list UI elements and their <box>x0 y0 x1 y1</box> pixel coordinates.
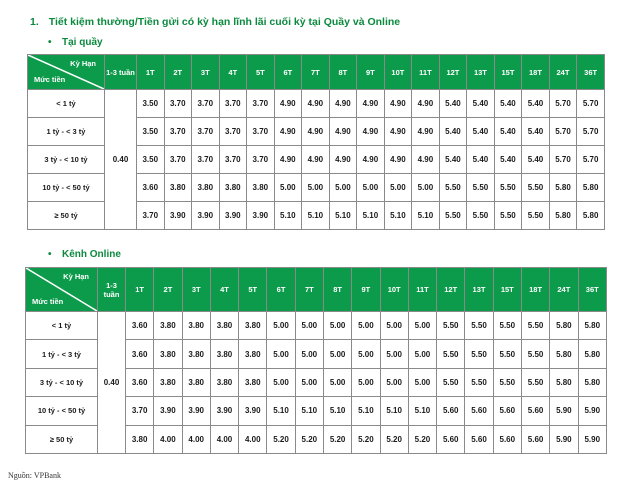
rate-cell: 5.00 <box>380 340 408 368</box>
rate-cell: 5.70 <box>549 118 577 146</box>
rate-cell: 3.70 <box>219 146 247 174</box>
rate-cell: 5.50 <box>465 340 493 368</box>
rate-cell: 3.90 <box>239 397 267 425</box>
rate-cell: 3.50 <box>137 90 165 118</box>
section-heading <box>30 16 400 28</box>
rate-cell: 4.90 <box>412 118 440 146</box>
subheading-counter <box>48 37 103 48</box>
rate-cell: 4.90 <box>357 118 385 146</box>
rate-cell: 5.80 <box>550 312 578 340</box>
rate-cell: 5.10 <box>295 397 323 425</box>
rate-cell: 5.00 <box>408 340 436 368</box>
rate-cell: 5.00 <box>329 174 357 202</box>
rate-cell: 5.90 <box>550 397 578 425</box>
rate-cell: 5.50 <box>521 368 549 396</box>
rate-cell: 4.00 <box>154 425 182 453</box>
rate-cell: 5.50 <box>465 312 493 340</box>
rate-cell: 5.00 <box>380 312 408 340</box>
rate-cell: 4.90 <box>302 118 330 146</box>
corner-header <box>28 55 105 90</box>
rate-cell: 3.60 <box>126 312 154 340</box>
rate-cell: 5.40 <box>439 118 467 146</box>
rate-cell: 5.60 <box>521 425 549 453</box>
rate-cell: 3.80 <box>239 312 267 340</box>
rate-cell: 4.90 <box>384 118 412 146</box>
rate-cell: 5.70 <box>549 146 577 174</box>
short-term-header: 1-3 tuần <box>105 55 137 90</box>
rate-cell: 5.10 <box>352 397 380 425</box>
rate-cell: 5.00 <box>352 340 380 368</box>
rate-cell: 5.80 <box>577 202 605 230</box>
rate-cell: 5.10 <box>357 202 385 230</box>
amount-label: 3 tỷ - < 10 tỷ <box>26 368 98 396</box>
rate-cell: 5.20 <box>352 425 380 453</box>
rate-cell: 3.70 <box>192 90 220 118</box>
rate-cell: 5.40 <box>439 146 467 174</box>
rate-cell: 5.00 <box>302 174 330 202</box>
rate-cell: 5.40 <box>522 146 550 174</box>
term-header: 24T <box>550 268 578 312</box>
rate-cell: 5.00 <box>352 312 380 340</box>
amount-label: < 1 tỷ <box>26 312 98 340</box>
term-header: 2T <box>164 55 192 90</box>
rate-cell: 5.00 <box>267 340 295 368</box>
rate-cell: 5.40 <box>467 90 495 118</box>
rate-cell: 5.40 <box>522 90 550 118</box>
rate-cell: 4.00 <box>182 425 210 453</box>
rate-cell: 3.90 <box>154 397 182 425</box>
rate-cell: 3.60 <box>126 368 154 396</box>
term-header: 13T <box>465 268 493 312</box>
rate-cell: 4.90 <box>274 146 302 174</box>
table-header-row <box>28 55 605 90</box>
rate-cell: 5.00 <box>380 368 408 396</box>
rate-cell: 3.80 <box>182 368 210 396</box>
corner-term-label: Kỳ Hạn <box>70 59 96 68</box>
term-header: 10T <box>384 55 412 90</box>
rate-cell: 5.50 <box>437 368 465 396</box>
rate-cell: 3.80 <box>154 340 182 368</box>
rate-cell: 5.50 <box>521 312 549 340</box>
table-row <box>28 90 605 118</box>
amount-label: ≥ 50 tỷ <box>26 425 98 453</box>
rate-cell: 5.80 <box>578 340 607 368</box>
rate-cell: 4.90 <box>412 146 440 174</box>
rate-cell: 3.80 <box>210 312 238 340</box>
rate-cell: 3.80 <box>239 368 267 396</box>
rate-cell: 5.50 <box>465 368 493 396</box>
term-header: 36T <box>577 55 605 90</box>
rate-cell: 5.20 <box>408 425 436 453</box>
rate-cell: 3.70 <box>247 90 275 118</box>
rate-cell: 4.90 <box>329 146 357 174</box>
rate-cell: 5.00 <box>323 340 351 368</box>
term-header: 12T <box>439 55 467 90</box>
term-header: 9T <box>357 55 385 90</box>
term-header: 15T <box>494 55 522 90</box>
rate-cell: 5.60 <box>521 397 549 425</box>
term-header: 1T <box>137 55 165 90</box>
rate-cell: 5.60 <box>465 425 493 453</box>
counter-rate-table <box>27 54 605 230</box>
term-header: 18T <box>522 55 550 90</box>
rate-cell: 5.00 <box>295 340 323 368</box>
rate-cell: 3.90 <box>219 202 247 230</box>
term-header: 18T <box>521 268 549 312</box>
rate-cell: 5.60 <box>437 397 465 425</box>
rate-cell: 5.40 <box>439 90 467 118</box>
rate-cell: 5.10 <box>323 397 351 425</box>
rate-cell: 5.50 <box>521 340 549 368</box>
rate-cell: 5.40 <box>467 118 495 146</box>
subheading-online <box>48 249 121 260</box>
rate-cell: 5.10 <box>412 202 440 230</box>
term-header: 11T <box>408 268 436 312</box>
online-rate-table <box>25 267 607 454</box>
rate-cell: 4.90 <box>357 146 385 174</box>
rate-cell: 4.90 <box>329 118 357 146</box>
table-header-row <box>26 268 607 312</box>
term-header: 1T <box>126 268 154 312</box>
rate-cell: 3.60 <box>126 340 154 368</box>
rate-cell: 5.00 <box>408 368 436 396</box>
amount-label: ≥ 50 tỷ <box>28 202 105 230</box>
rate-cell: 3.50 <box>137 146 165 174</box>
rate-cell: 3.70 <box>164 90 192 118</box>
rate-cell: 3.80 <box>154 312 182 340</box>
term-header: 4T <box>210 268 238 312</box>
rate-cell: 5.00 <box>352 368 380 396</box>
rate-cell: 5.20 <box>267 425 295 453</box>
rate-cell: 5.00 <box>408 312 436 340</box>
rate-cell: 3.90 <box>192 202 220 230</box>
rate-cell: 5.80 <box>578 312 607 340</box>
rate-cell: 3.80 <box>182 340 210 368</box>
term-header: 36T <box>578 268 607 312</box>
rate-cell: 3.90 <box>247 202 275 230</box>
rate-cell: 3.70 <box>192 118 220 146</box>
amount-label: 10 tỷ - < 50 tỷ <box>26 397 98 425</box>
rate-cell: 5.00 <box>323 368 351 396</box>
term-header: 9T <box>352 268 380 312</box>
rate-cell: 5.50 <box>437 340 465 368</box>
rate-cell: 4.90 <box>274 118 302 146</box>
rate-cell: 3.70 <box>164 118 192 146</box>
rate-cell: 5.80 <box>578 368 607 396</box>
term-header: 10T <box>380 268 408 312</box>
rate-cell: 3.80 <box>247 174 275 202</box>
rate-cell: 3.70 <box>219 118 247 146</box>
rate-cell: 5.80 <box>549 174 577 202</box>
corner-amount-label: Mức tiền <box>34 75 66 84</box>
rate-cell: 5.00 <box>323 312 351 340</box>
term-header: 24T <box>549 55 577 90</box>
rate-cell: 5.90 <box>550 425 578 453</box>
term-header: 13T <box>467 55 495 90</box>
rate-cell: 5.80 <box>550 340 578 368</box>
rate-cell: 5.50 <box>467 202 495 230</box>
amount-label: 3 tỷ - < 10 tỷ <box>28 146 105 174</box>
rate-cell: 5.20 <box>380 425 408 453</box>
rate-cell: 3.80 <box>192 174 220 202</box>
short-term-rate: 0.40 <box>105 90 137 230</box>
rate-cell: 5.00 <box>295 312 323 340</box>
corner-amount-label: Mức tiền <box>32 297 64 306</box>
corner-header <box>26 268 98 312</box>
rate-cell: 4.90 <box>302 90 330 118</box>
term-header: 7T <box>295 268 323 312</box>
rate-cell: 5.00 <box>274 174 302 202</box>
rate-cell: 5.50 <box>494 202 522 230</box>
rate-cell: 5.60 <box>493 397 521 425</box>
term-header: 5T <box>239 268 267 312</box>
rate-cell: 5.40 <box>494 118 522 146</box>
rate-cell: 3.70 <box>137 202 165 230</box>
rate-cell: 4.90 <box>329 90 357 118</box>
term-header: 3T <box>182 268 210 312</box>
rate-cell: 5.20 <box>295 425 323 453</box>
rate-cell: 5.10 <box>274 202 302 230</box>
rate-cell: 3.90 <box>210 397 238 425</box>
rate-cell: 5.80 <box>549 202 577 230</box>
rate-cell: 3.60 <box>137 174 165 202</box>
term-header: 8T <box>323 268 351 312</box>
rate-cell: 4.90 <box>302 146 330 174</box>
rate-cell: 5.50 <box>493 312 521 340</box>
rate-cell: 5.10 <box>329 202 357 230</box>
rate-cell: 4.90 <box>384 146 412 174</box>
table-row <box>26 312 607 340</box>
rate-cell: 4.00 <box>210 425 238 453</box>
rate-cell: 4.90 <box>384 90 412 118</box>
rate-cell: 5.10 <box>384 202 412 230</box>
rate-cell: 3.70 <box>192 146 220 174</box>
rate-cell: 5.50 <box>493 368 521 396</box>
rate-cell: 3.80 <box>219 174 247 202</box>
term-header: 6T <box>267 268 295 312</box>
term-header: 5T <box>247 55 275 90</box>
rate-cell: 5.70 <box>577 90 605 118</box>
bullet-icon: • <box>48 37 52 48</box>
section-number: 1. <box>30 16 39 28</box>
rate-cell: 5.20 <box>323 425 351 453</box>
rate-cell: 3.80 <box>210 340 238 368</box>
rate-cell: 3.50 <box>137 118 165 146</box>
rate-cell: 5.70 <box>549 90 577 118</box>
rate-cell: 4.90 <box>274 90 302 118</box>
rate-cell: 5.50 <box>467 174 495 202</box>
rate-cell: 5.00 <box>384 174 412 202</box>
rate-cell: 5.50 <box>494 174 522 202</box>
short-term-header: 1-3 tuần <box>98 268 126 312</box>
rate-cell: 5.00 <box>295 368 323 396</box>
rate-cell: 5.60 <box>437 425 465 453</box>
rate-cell: 5.50 <box>522 202 550 230</box>
amount-label: < 1 tỷ <box>28 90 105 118</box>
rate-cell: 5.00 <box>357 174 385 202</box>
rate-cell: 5.00 <box>412 174 440 202</box>
source-note: Nguồn: VPBank <box>8 471 61 480</box>
rate-cell: 3.80 <box>182 312 210 340</box>
rate-cell: 5.40 <box>522 118 550 146</box>
rate-cell: 5.10 <box>302 202 330 230</box>
term-header: 11T <box>412 55 440 90</box>
rate-cell: 3.70 <box>219 90 247 118</box>
rate-cell: 5.10 <box>380 397 408 425</box>
rate-cell: 5.90 <box>578 397 607 425</box>
rate-cell: 5.40 <box>494 90 522 118</box>
amount-label: 1 tỷ - < 3 tỷ <box>28 118 105 146</box>
rate-cell: 3.80 <box>126 425 154 453</box>
rate-cell: 5.50 <box>439 174 467 202</box>
bullet-icon: • <box>48 249 52 260</box>
rate-cell: 5.80 <box>550 368 578 396</box>
rate-cell: 5.10 <box>267 397 295 425</box>
rate-cell: 5.50 <box>522 174 550 202</box>
corner-term-label: Kỳ Hạn <box>63 272 89 281</box>
rate-cell: 5.60 <box>465 397 493 425</box>
term-header: 6T <box>274 55 302 90</box>
rate-cell: 5.00 <box>267 368 295 396</box>
rate-cell: 5.80 <box>577 174 605 202</box>
term-header: 15T <box>493 268 521 312</box>
rate-cell: 3.80 <box>210 368 238 396</box>
term-header: 3T <box>192 55 220 90</box>
rate-cell: 4.90 <box>357 90 385 118</box>
rate-cell: 5.00 <box>267 312 295 340</box>
rate-cell: 3.90 <box>164 202 192 230</box>
rate-cell: 4.00 <box>239 425 267 453</box>
rate-cell: 5.50 <box>493 340 521 368</box>
amount-label: 1 tỷ - < 3 tỷ <box>26 340 98 368</box>
term-header: 2T <box>154 268 182 312</box>
rate-cell: 5.50 <box>439 202 467 230</box>
subheading-online-text: Kênh Online <box>62 249 121 260</box>
rate-cell: 3.70 <box>126 397 154 425</box>
rate-cell: 3.70 <box>247 146 275 174</box>
rate-cell: 5.40 <box>467 146 495 174</box>
subheading-counter-text: Tại quầy <box>62 37 103 48</box>
rate-cell: 3.80 <box>164 174 192 202</box>
term-header: 8T <box>329 55 357 90</box>
rate-cell: 5.70 <box>577 118 605 146</box>
rate-cell: 5.10 <box>408 397 436 425</box>
rate-cell: 3.70 <box>164 146 192 174</box>
section-title: Tiết kiệm thường/Tiền gửi có kỳ hạn lĩnh lãi cuối kỳ tại Quầy và Online <box>48 16 401 28</box>
term-header: 7T <box>302 55 330 90</box>
rate-cell: 5.60 <box>493 425 521 453</box>
rate-cell: 3.90 <box>182 397 210 425</box>
short-term-rate: 0.40 <box>98 312 126 454</box>
rate-cell: 5.90 <box>578 425 607 453</box>
rate-cell: 4.90 <box>412 90 440 118</box>
term-header: 12T <box>437 268 465 312</box>
term-header: 4T <box>219 55 247 90</box>
rate-cell: 3.80 <box>154 368 182 396</box>
rate-cell: 5.50 <box>437 312 465 340</box>
amount-label: 10 tỷ - < 50 tỷ <box>28 174 105 202</box>
rate-cell: 3.70 <box>247 118 275 146</box>
rate-cell: 3.80 <box>239 340 267 368</box>
rate-cell: 5.40 <box>494 146 522 174</box>
rate-cell: 5.70 <box>577 146 605 174</box>
